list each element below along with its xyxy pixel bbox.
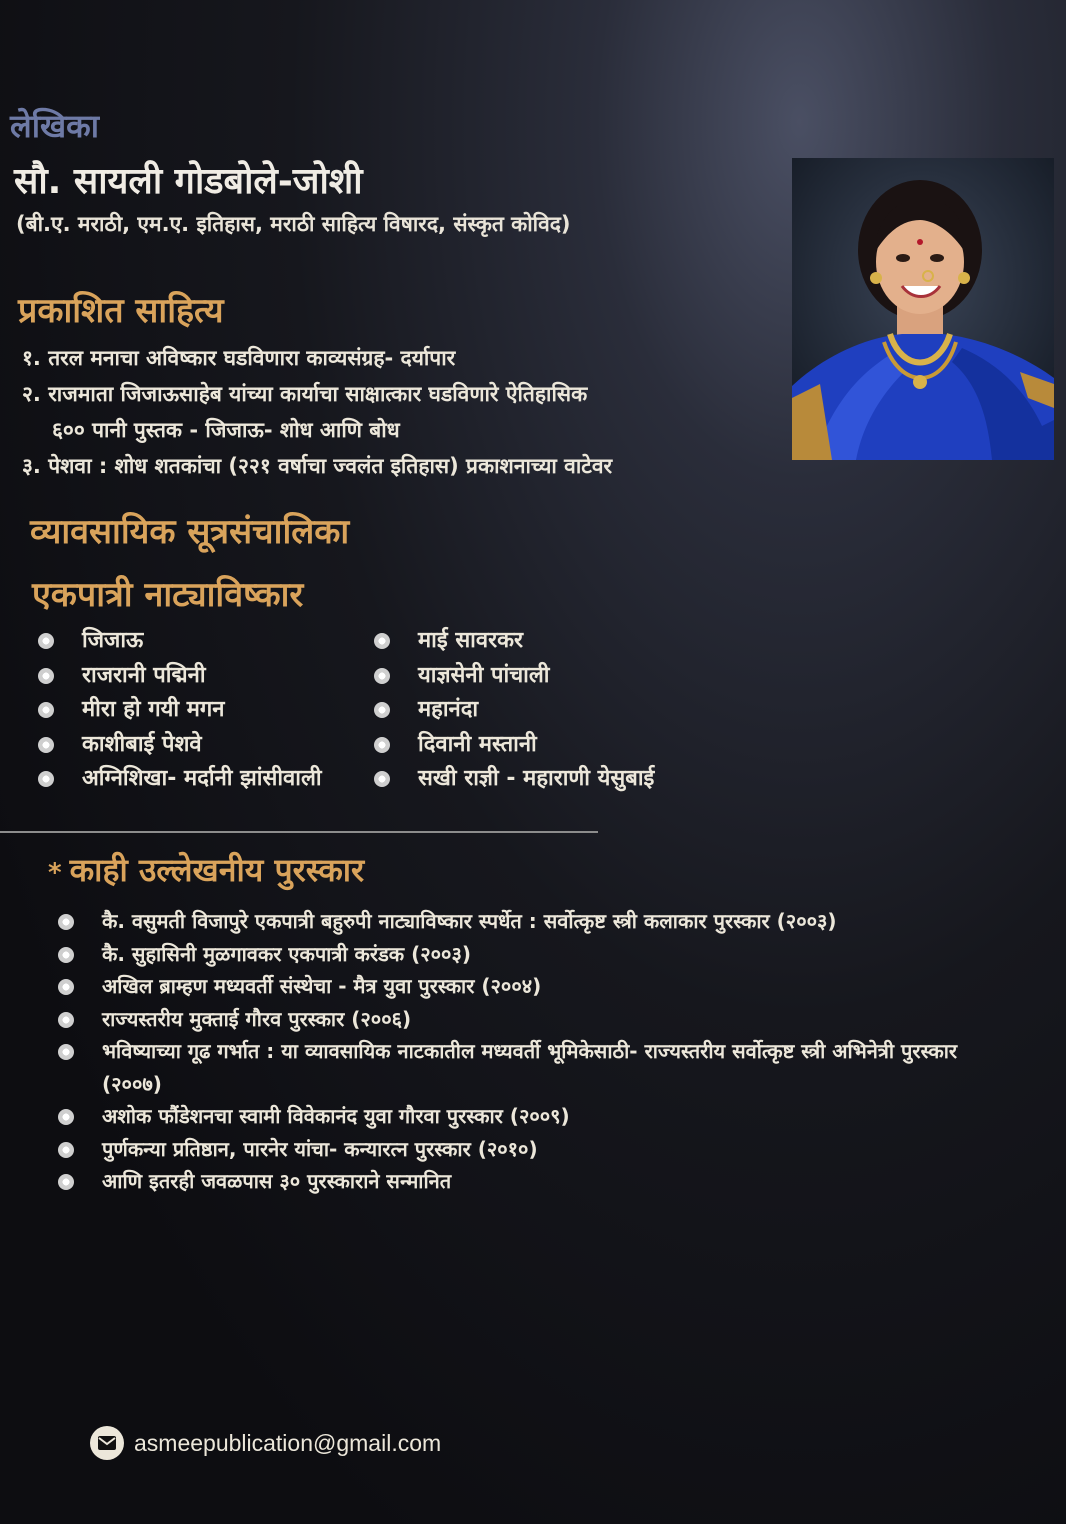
author-qualifications: (बी.ए. मराठी, एम.ए. इतिहास, मराठी साहित्य विषारद, संस्कृत कोविद) xyxy=(16,212,571,236)
published-item: २. राजमाता जिजाऊसाहेब यांच्या कार्याचा साक्षात्कार घडविणारे ऐतिहासिक xyxy=(22,382,588,406)
play-title: काशीबाई पेशवे xyxy=(82,731,202,757)
award-text: कै. वसुमती विजापुरे एकपात्री बहुरुपी नाट्याविष्कार स्पर्धेत : सर्वोत्कृष्ट स्त्री कलाकार पुरस्कार (२००३) xyxy=(102,909,837,933)
bullet-icon xyxy=(58,1174,74,1190)
published-item: ३. पेशवा : शोध शतकांचा (२२१ वर्षाचा ज्वलंत इतिहास) प्रकाशनाच्या वाटेवर xyxy=(22,454,613,478)
award-item xyxy=(58,1003,958,1036)
award-item xyxy=(58,970,958,1003)
bullet-icon xyxy=(58,1044,74,1060)
awards-heading-text: काही उल्लेखनीय पुरस्कार xyxy=(69,851,365,889)
play-item xyxy=(38,762,322,797)
play-title: महानंदा xyxy=(418,697,479,722)
contact-email-row xyxy=(90,1426,441,1460)
award-text: आणि इतरही जवळपास ३० पुरस्काराने सन्मानित xyxy=(102,1169,452,1193)
published-item-continuation: ६०० पानी पुस्तक - जिजाऊ- शोध आणि बोध xyxy=(52,418,400,442)
solo-plays-list-right xyxy=(374,624,654,797)
play-title: दिवानी मस्तानी xyxy=(418,731,537,757)
play-item xyxy=(38,659,322,694)
bullet-icon xyxy=(374,633,390,649)
bullet-icon xyxy=(374,771,390,787)
play-item xyxy=(38,693,322,728)
author-role-label: लेखिका xyxy=(10,107,100,145)
bullet-icon xyxy=(58,1142,74,1158)
play-item xyxy=(374,659,654,694)
play-title: सखी राज्ञी - महाराणी येसुबाई xyxy=(418,766,655,791)
award-item xyxy=(58,1100,958,1133)
bullet-icon xyxy=(38,737,54,753)
award-text: अशोक फौंडेशनचा स्वामी विवेकानंद युवा गौरवा पुरस्कार (२००९) xyxy=(102,1104,570,1128)
bullet-icon xyxy=(38,668,54,684)
award-text: पुर्णकन्या प्रतिष्ठान, पारनेर यांचा- कन्यारत्न पुरस्कार (२०१०) xyxy=(102,1136,538,1161)
asterisk-icon: * xyxy=(48,858,62,888)
bullet-icon xyxy=(374,668,390,684)
award-text: कै. सुहासिनी मुळगावकर एकपात्री करंडक (२००३) xyxy=(102,941,471,966)
play-item xyxy=(374,728,654,763)
bullet-icon xyxy=(374,702,390,718)
play-item xyxy=(374,762,654,797)
bullet-icon xyxy=(58,979,74,995)
bullet-icon xyxy=(38,633,54,649)
play-item xyxy=(38,624,322,659)
award-item xyxy=(58,1133,958,1166)
contact-email[interactable]: asmeepublication@gmail.com xyxy=(134,1429,442,1456)
published-literature-heading: प्रकाशित साहित्य xyxy=(18,291,224,331)
author-photo xyxy=(792,158,1054,460)
solo-plays-list-left xyxy=(38,624,322,797)
solo-plays-heading: एकपात्री नाट्याविष्कार xyxy=(32,575,304,615)
author-name: सौ. सायली गोडबोले-जोशी xyxy=(14,161,363,202)
published-item: १. तरल मनाचा अविष्कार घडविणारा काव्यसंग्रह- दर्यापार xyxy=(22,346,456,370)
award-item xyxy=(58,905,958,938)
bullet-icon xyxy=(58,1109,74,1125)
play-item xyxy=(374,624,654,659)
mail-icon xyxy=(90,1426,124,1460)
play-title: माई सावरकर xyxy=(418,628,524,653)
play-title: अग्निशिखा- मर्दानी झांसीवाली xyxy=(82,766,322,791)
bullet-icon xyxy=(58,914,74,930)
award-text: राज्यस्तरीय मुक्ताई गौरव पुरस्कार (२००६) xyxy=(102,1006,412,1031)
award-text: अखिल ब्राम्हण मध्यवर्ती संस्थेचा - मैत्र युवा पुरस्कार (२००४) xyxy=(102,974,542,998)
envelope-icon-graphic xyxy=(97,1435,117,1451)
bullet-icon xyxy=(38,702,54,718)
published-literature-list xyxy=(22,340,782,484)
section-divider xyxy=(0,831,598,833)
award-item xyxy=(58,1165,958,1198)
bullet-icon xyxy=(374,737,390,753)
awards-heading xyxy=(48,848,364,891)
play-title: मीरा हो गयी मगन xyxy=(82,697,225,722)
play-item xyxy=(38,728,322,763)
award-item xyxy=(58,1035,958,1100)
bullet-icon xyxy=(38,771,54,787)
professional-anchor-heading: व्यावसायिक सूत्रसंचालिका xyxy=(30,512,350,552)
play-item xyxy=(374,693,654,728)
bullet-icon xyxy=(58,947,74,963)
play-title: याज्ञसेनी पांचाली xyxy=(418,662,550,688)
award-text: भविष्याच्या गूढ गर्भात : या व्यावसायिक नाटकातील मध्यवर्ती भूमिकेसाठी- राज्यस्तरीय सर्वोत्कृष्ट स्त्री अभिनेत्री पुरस्कार (२००७) xyxy=(102,1039,958,1096)
author-portrait-illustration xyxy=(792,158,1054,460)
award-item xyxy=(58,938,958,971)
play-title: जिजाऊ xyxy=(82,628,144,653)
play-title: राजरानी पद्मिनी xyxy=(82,662,206,688)
awards-list xyxy=(58,905,958,1198)
bullet-icon xyxy=(58,1012,74,1028)
